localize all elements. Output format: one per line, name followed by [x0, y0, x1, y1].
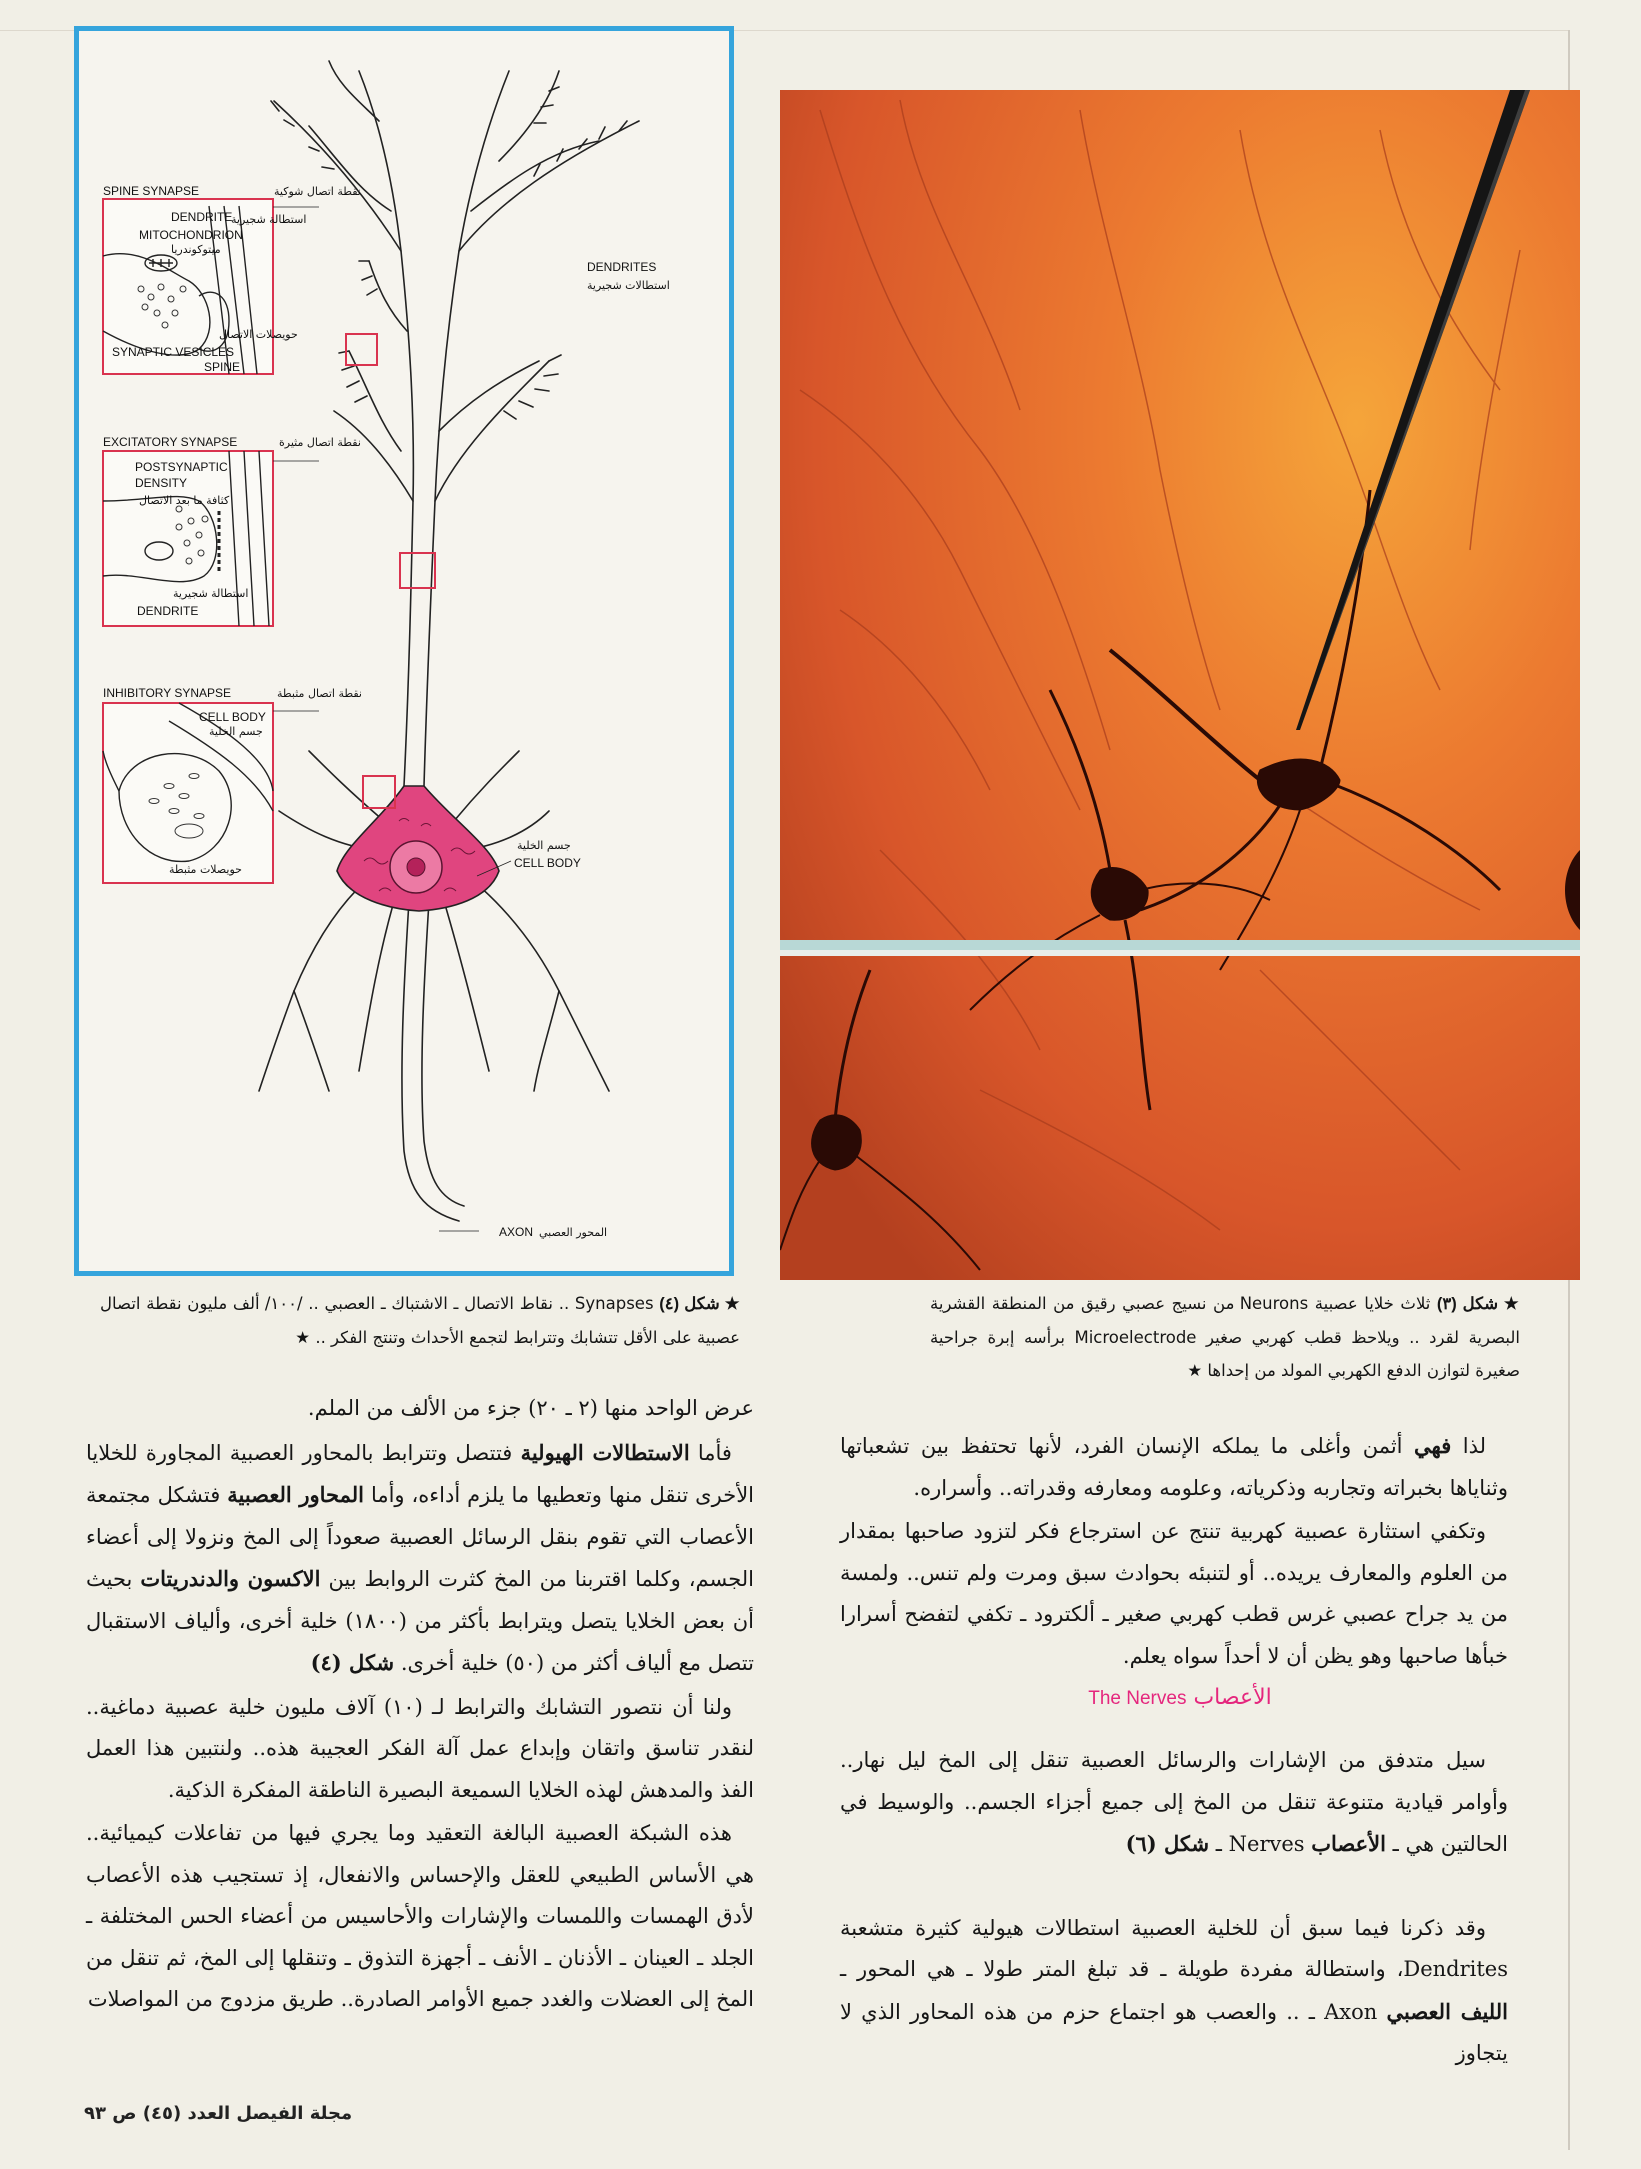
- rp3-d: شكل (٦): [1125, 1831, 1210, 1856]
- figure-4-neuron-diagram: [74, 26, 734, 1276]
- rp1-c: أثمن وأغلى ما يملكه الإنسان الفرد، لأنها تحتفظ بين تشعباتها وثناياها بخبراته وتجاربه وذكرياته، وعلومه ومعارفه وقدراته.. وأسراره.: [840, 1434, 1508, 1500]
- label-inhibitory-synapse: INHIBITORY SYNAPSE: [103, 686, 232, 700]
- rp3-b: الأعصاب: [1311, 1831, 1386, 1856]
- section-title-en: The Nerves: [1088, 1688, 1187, 1709]
- label-dendrites: DENDRITES: [587, 260, 657, 274]
- caption-3-part2: من نسيج عصبي رقيق من المنطقة القشرية البصرية لقرد .. ويلاحظ قطب كهربي صغير: [930, 1294, 1521, 1347]
- label-excitatory-synapse-ar: نقطة اتصال مثيرة: [279, 436, 361, 449]
- caption-3-label: ★ شكل (٣): [1436, 1295, 1521, 1313]
- label-mitochondrion-ar: ميتوكوندريا: [171, 243, 221, 256]
- caption-3-term1: Neurons: [1239, 1294, 1309, 1313]
- section-title-ar: الأعصاب: [1193, 1685, 1272, 1710]
- label-postsynaptic: POSTSYNAPTIC: [135, 460, 228, 474]
- label-synaptic-vesicles-ar: حويصلات الاتصال: [219, 328, 298, 341]
- caption-3-term2: Microelectrode: [1074, 1328, 1197, 1347]
- rp1-a: لذا: [1451, 1434, 1486, 1458]
- caption-figure-3: [930, 1287, 1520, 1387]
- lp2-g: بحيث أن بعض الخلايا يتصل ويترابط بأكثر من (١٨٠٠) خلية أخرى، وألياف الاستقبال تتصل مع ألياف أكثر من (٥٠) خلية أخرى.: [86, 1567, 754, 1675]
- right-paragraph-4: [840, 1908, 1508, 2075]
- label-density: DENSITY: [135, 476, 188, 490]
- lp2-b: الاستطالات الهيولية: [520, 1439, 690, 1465]
- label-inhibitory-vesicles-ar: حويصلات مثبطة: [169, 863, 242, 876]
- right-paragraph-2: وتكفي استثارة عصبية كهربية تنتج عن استرجاع فكر لتزود صاحبها بمقدار من العلوم والمعارف يريده.. أو لتنبئه بحوادث سبق ومرت ولم تنس.. ولمسة من يد جراح عصبي غرس قطب كهربي صغير ـ ألكترود ـ تكفي لتفضح أسرارا خبأها صاحبها وهو يظن أن لا أحداً سواه يعلم.: [840, 1519, 1508, 1668]
- rp3-a: سيل متدفق من الإشارات والرسائل العصبية تنقل إلى المخ ليل نهار.. وأوامر قيادية متنوعة تنقل من المخ إلى جميع أجزاء الجسم.. والوسيط في الحالتين هي ـ: [840, 1748, 1508, 1856]
- label-spine: SPINE: [204, 360, 241, 374]
- label-dendrite2-ar: استطالة شجيرية: [173, 587, 249, 600]
- label-excitatory-synapse: EXCITATORY SYNAPSE: [103, 435, 238, 449]
- label-mitochondrion: MITOCHONDRION: [139, 228, 243, 242]
- right-paragraph-3: [840, 1740, 1508, 1866]
- lp2-a: فأما: [689, 1440, 732, 1465]
- label-cell-body-ar: جسم الخلية: [517, 839, 571, 852]
- right-column-text-lower: [840, 1740, 1508, 2077]
- lp2-h: شكل (٤): [310, 1650, 395, 1675]
- left-column-text: [86, 1388, 754, 2023]
- lp2-e: فتشكل مجتمعة الأعصاب التي تقوم بنقل الرسائل العصبية صعوداً إلى المخ ونزولا إلى أعضاء الجسم، وكلما اقتربنا من المخ كثرت الروابط بين: [86, 1483, 754, 1591]
- lp2-c: فتتصل وتترابط بالمحاور العصبية المجاورة للخلايا الأخرى تنقل منها وتعطيها ما يلزم أداءه، وأما: [86, 1440, 755, 1507]
- label-cell-body: CELL BODY: [514, 856, 581, 870]
- caption-3-part3: برأسه إبرة جراحية صغيرة لتوازن الدفع الكهربي المولد من إحداها ★: [930, 1328, 1520, 1380]
- rp4-b: الليف العصبي: [1386, 1998, 1508, 2024]
- section-title-nerves: [1060, 1685, 1300, 1710]
- rp4-c: Axon ـ .. والعصب هو اجتماع حزم من هذه المحاور الذي لا يتجاوز: [840, 1999, 1508, 2065]
- caption-4-term: Synapses: [574, 1294, 654, 1313]
- right-paragraph-1: [840, 1425, 1508, 1509]
- caption-4-label: ★ شكل (٤): [659, 1295, 740, 1313]
- label-cell-body2-ar: جسم الخلية: [209, 725, 263, 738]
- right-column-text-upper: [840, 1425, 1508, 1679]
- left-paragraph-3: ولنا أن نتصور التشابك والترابط لـ (١٠) آلاف مليون خلية عصبية دماغية.. لنقدر تناسق واتقان وإبداع عمل آلة الفكر العجيبة هذه.. ولنتبين هذا العمل الفذ والمدهش لهذه الخلايا السميعة البصيرة الناطقة المفكرة الذكية.: [86, 1694, 754, 1802]
- label-cell-body2: CELL BODY: [199, 710, 266, 724]
- label-dendrite: DENDRITE: [171, 210, 233, 224]
- label-axon: AXON: [499, 1225, 534, 1239]
- label-dendrite2: DENDRITE: [137, 604, 199, 618]
- label-dendrite-ar: استطالة شجيرية: [231, 213, 307, 226]
- paragraph-gap: [840, 1868, 1508, 1908]
- left-paragraph-2: [86, 1432, 754, 1685]
- left-paragraph-1: عرض الواحد منها (٢ ـ ٢٠) جزء من الألف من الملم.: [307, 1396, 754, 1420]
- label-dendrites-ar: استطالات شجيرية: [587, 279, 670, 292]
- caption-3-part1: ثلاث خلايا عصبية: [1308, 1294, 1437, 1313]
- label-axon-ar: المحور العصبي: [539, 1226, 608, 1239]
- label-spine-synapse: SPINE SYNAPSE: [103, 184, 200, 198]
- label-inhibitory-synapse-ar: نقطة اتصال مثبطة: [277, 687, 362, 700]
- page-footer: مجلة الفيصل العدد (٤٥) ص ٩٣: [84, 2103, 353, 2124]
- lp2-f: الاكسون والدندريتات: [140, 1566, 321, 1591]
- figure-3-neuron-photo: [780, 90, 1580, 1280]
- label-postsynaptic-ar: كثافة ما بعد الاتصال: [139, 494, 230, 507]
- lp2-d: المحاور العصبية: [227, 1482, 364, 1507]
- caption-figure-4: [100, 1287, 740, 1354]
- left-paragraph-4: هذه الشبكة العصبية البالغة التعقيد وما يجري فيها من تفاعلات كيميائية.. هي الأساس الطبيعي للعقل والإحساس والانفعال، إذ تستجيب هذه الأعصاب لأدق الهمسات واللمسات والإشارات والأحاسيس من أعضاء الحس المختلفة ـ الجلد ـ العينان ـ الأذنان ـ الأنف ـ أجهزة التذوق ـ وتنقلها إلى المخ، ثم تنقل من المخ إلى العضلات والغدد جميع الأوامر الصادرة.. طريق مزدوج من المواصلات: [86, 1821, 754, 2011]
- label-synaptic-vesicles: SYNAPTIC VESICLES: [112, 345, 235, 359]
- caption-4-text: .. نقاط الاتصال ـ الاشتباك ـ العصبي .. /١٠٠/ ألف مليون نقطة اتصال عصبية على الأقل تتشابك وتترابط لتجمع الأحداث وتنتج الفكر .. ★: [100, 1294, 740, 1347]
- label-spine-synapse-ar: نقطة اتصال شوكية: [274, 185, 361, 198]
- rp1-b: فهي: [1414, 1433, 1452, 1458]
- rp4-a: وقد ذكرنا فيما سبق أن للخلية العصبية استطالات هيولية كثيرة متشعبة Dendrites، واستطالة مفردة طويلة ـ قد تبلغ المتر طولا ـ هي المحور ـ: [840, 1915, 1508, 1981]
- figure-labels: [79, 31, 729, 1271]
- rp3-c: Nerves ـ: [1209, 1832, 1312, 1856]
